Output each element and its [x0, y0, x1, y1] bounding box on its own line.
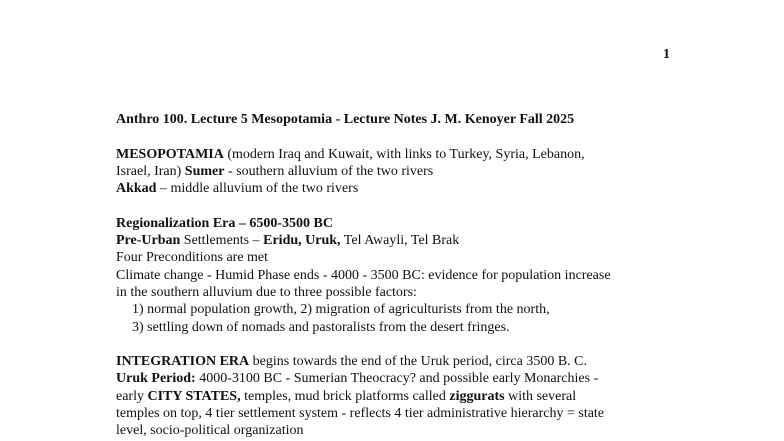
climate-line-2: in the southern alluvium due to three possible factors:	[116, 284, 417, 300]
climate-line-1: Climate change - Humid Phase ends - 4000 - 3500 BC: evidence for population increase	[116, 267, 611, 283]
spacer	[116, 197, 676, 214]
city-states-suffix: with several	[504, 388, 577, 404]
preurban-line	[116, 232, 676, 249]
sumer-term: Sumer	[184, 163, 225, 179]
regionalization-heading	[116, 215, 676, 232]
regionalization-heading-text: Regionalization Era – 6500-3500 BC	[116, 215, 333, 231]
settlements-text: Settlements –	[180, 233, 264, 249]
sites-rest: Tel Awayli, Tel Brak	[340, 233, 460, 249]
document-title	[116, 111, 676, 128]
akkad-term: Akkad	[116, 181, 157, 197]
uruk-period-line	[116, 370, 676, 387]
factor-line-2: 3) settling down of nomads and pastoralists from the desert fringes.	[132, 319, 510, 335]
organization-line: level, socio-political organization	[116, 423, 304, 439]
mesopotamia-countries: Israel, Iran)	[116, 163, 185, 179]
page-number: 1	[663, 47, 670, 62]
akkad-definition: – middle alluvium of the two rivers	[156, 181, 359, 197]
spacer	[116, 336, 676, 353]
lecture-notes-body	[116, 111, 676, 440]
uruk-period-text: 4000-3100 BC - Sumerian Theocracy? and possible early Monarchies -	[195, 371, 599, 387]
mesopotamia-line-1	[116, 146, 676, 163]
sites-bold: Eridu, Uruk,	[263, 233, 341, 249]
city-states-mid: temples, mud brick platforms called	[240, 388, 450, 404]
spacer	[116, 128, 676, 145]
mesopotamia-definition: (modern Iraq and Kuwait, with links to Turkey, Syria, Lebanon,	[223, 146, 585, 162]
akkad-line	[116, 180, 676, 197]
sumer-definition: - southern alluvium of the two rivers	[224, 163, 434, 179]
settlement-system-line: temples on top, 4 tier settlement system - reflects 4 tier administrative hierarchy = state	[116, 406, 605, 422]
integration-line-1	[116, 353, 676, 370]
factor-line-1: 1) normal population growth, 2) migration of agriculturists from the north,	[132, 302, 550, 318]
title-text: Anthro 100. Lecture 5 Mesopotamia - Lecture Notes J. M. Kenoyer Fall 2025	[116, 112, 575, 127]
mesopotamia-term: MESOPOTAMIA	[116, 146, 224, 162]
city-states-prefix: early	[116, 388, 148, 404]
city-states-line	[116, 388, 676, 405]
uruk-period-label: Uruk Period:	[116, 371, 196, 387]
mesopotamia-line-2	[116, 163, 676, 180]
integration-heading: INTEGRATION ERA	[116, 354, 250, 370]
integration-intro: begins towards the end of the Uruk period, circa 3500 B. C.	[249, 354, 588, 370]
city-states-term: CITY STATES,	[147, 388, 241, 404]
preconditions-line: Four Preconditions are met	[116, 250, 269, 266]
ziggurats-term: ziggurats	[449, 388, 505, 404]
preurban-label: Pre-Urban	[116, 233, 181, 249]
